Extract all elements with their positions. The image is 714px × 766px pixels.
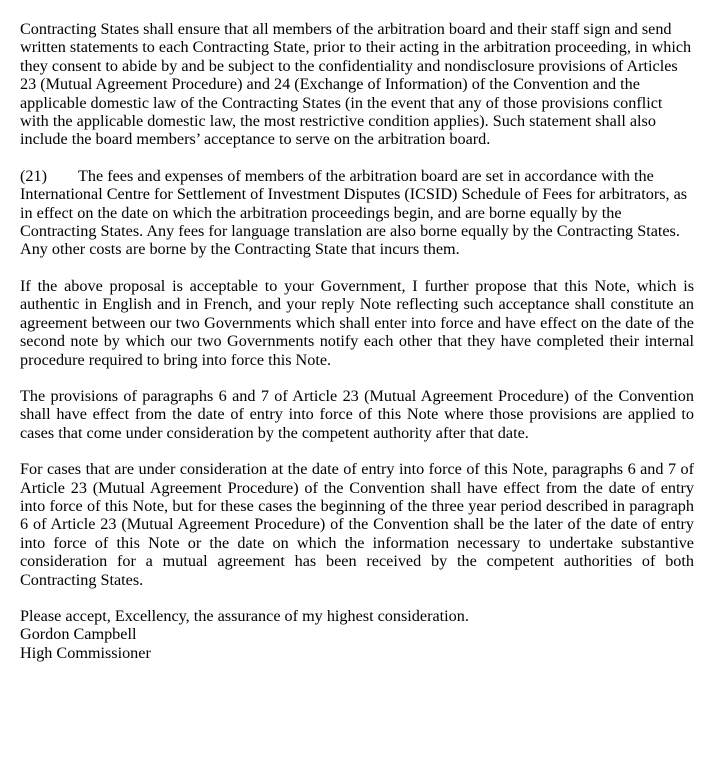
paragraph-effect-provisions: The provisions of paragraphs 6 and 7 of Article 23 (Mutual Agreement Procedure) of the Convention shall have effect from the date of entry into force of this Note where those provisions are applied to cases that come under consideration by the competent authority after that date. <box>20 386 694 442</box>
paragraph-proposal-acceptance: If the above proposal is acceptable to your Government, I further propose that this Note, which is authentic in English and in French, and your reply Note reflecting such acceptance shall constitute an agreement between our two Governments which shall enter into force and have effect on the date of the second note by which our two Governments notify each other that they have completed their internal procedure required to bring into force this Note. <box>20 276 694 369</box>
paragraph-confidentiality: Contracting States shall ensure that all members of the arbitration board and their staff sign and send written statements to each Contracting State, prior to their acting in the arbitration proceeding, in which they consent to abide by and be subject to the confidentiality and nondisclosure provisions of Articles 23 (Mutual Agreement Procedure) and 24 (Exchange of Information) of the Convention and the applicable domestic law of the Contracting States (in the event that any of those provisions conflict with the applicable domestic law, the most restrictive condition applies). Such statement shall also include the board members’ acceptance to serve on the arbitration board. <box>20 20 692 149</box>
paragraph-number: (21) <box>20 166 47 185</box>
signatory-name: Gordon Campbell <box>20 625 137 644</box>
paragraph-21-fees <box>20 167 694 259</box>
paragraph-pending-cases: For cases that are under consideration at the date of entry into force of this Note, paragraphs 6 and 7 of Article 23 (Mutual Agreement Procedure) of the Convention shall have effect from the date of entry into force of this Note, but for these cases the beginning of the three year period described in paragraph 6 of Article 23 (Mutual Agreement Procedure) of the Convention shall be the later of the date of entry into force of this Note or the date on which the information necessary to undertake substantive consideration for a mutual agreement has been received by the competent authorities of both Contracting States. <box>20 460 694 589</box>
paragraph-21-text: The fees and expenses of members of the arbitration board are set in accordance with the International Centre for Settlement of Investment Disputes (ICSID) Schedule of Fees for arbitrators, as in effect on the date on which the arbitration proceedings begin, and are borne equally by the Contracting States. Any fees for language translation are also borne equally by the Contracting States. Any other costs are borne by the Contracting State that incurs them. <box>20 166 688 259</box>
signatory-title: High Commissioner <box>20 643 151 662</box>
document-page <box>20 20 694 662</box>
closing-salutation: Please accept, Excellency, the assurance of my highest consideration. <box>20 606 469 625</box>
closing-block <box>20 607 694 662</box>
